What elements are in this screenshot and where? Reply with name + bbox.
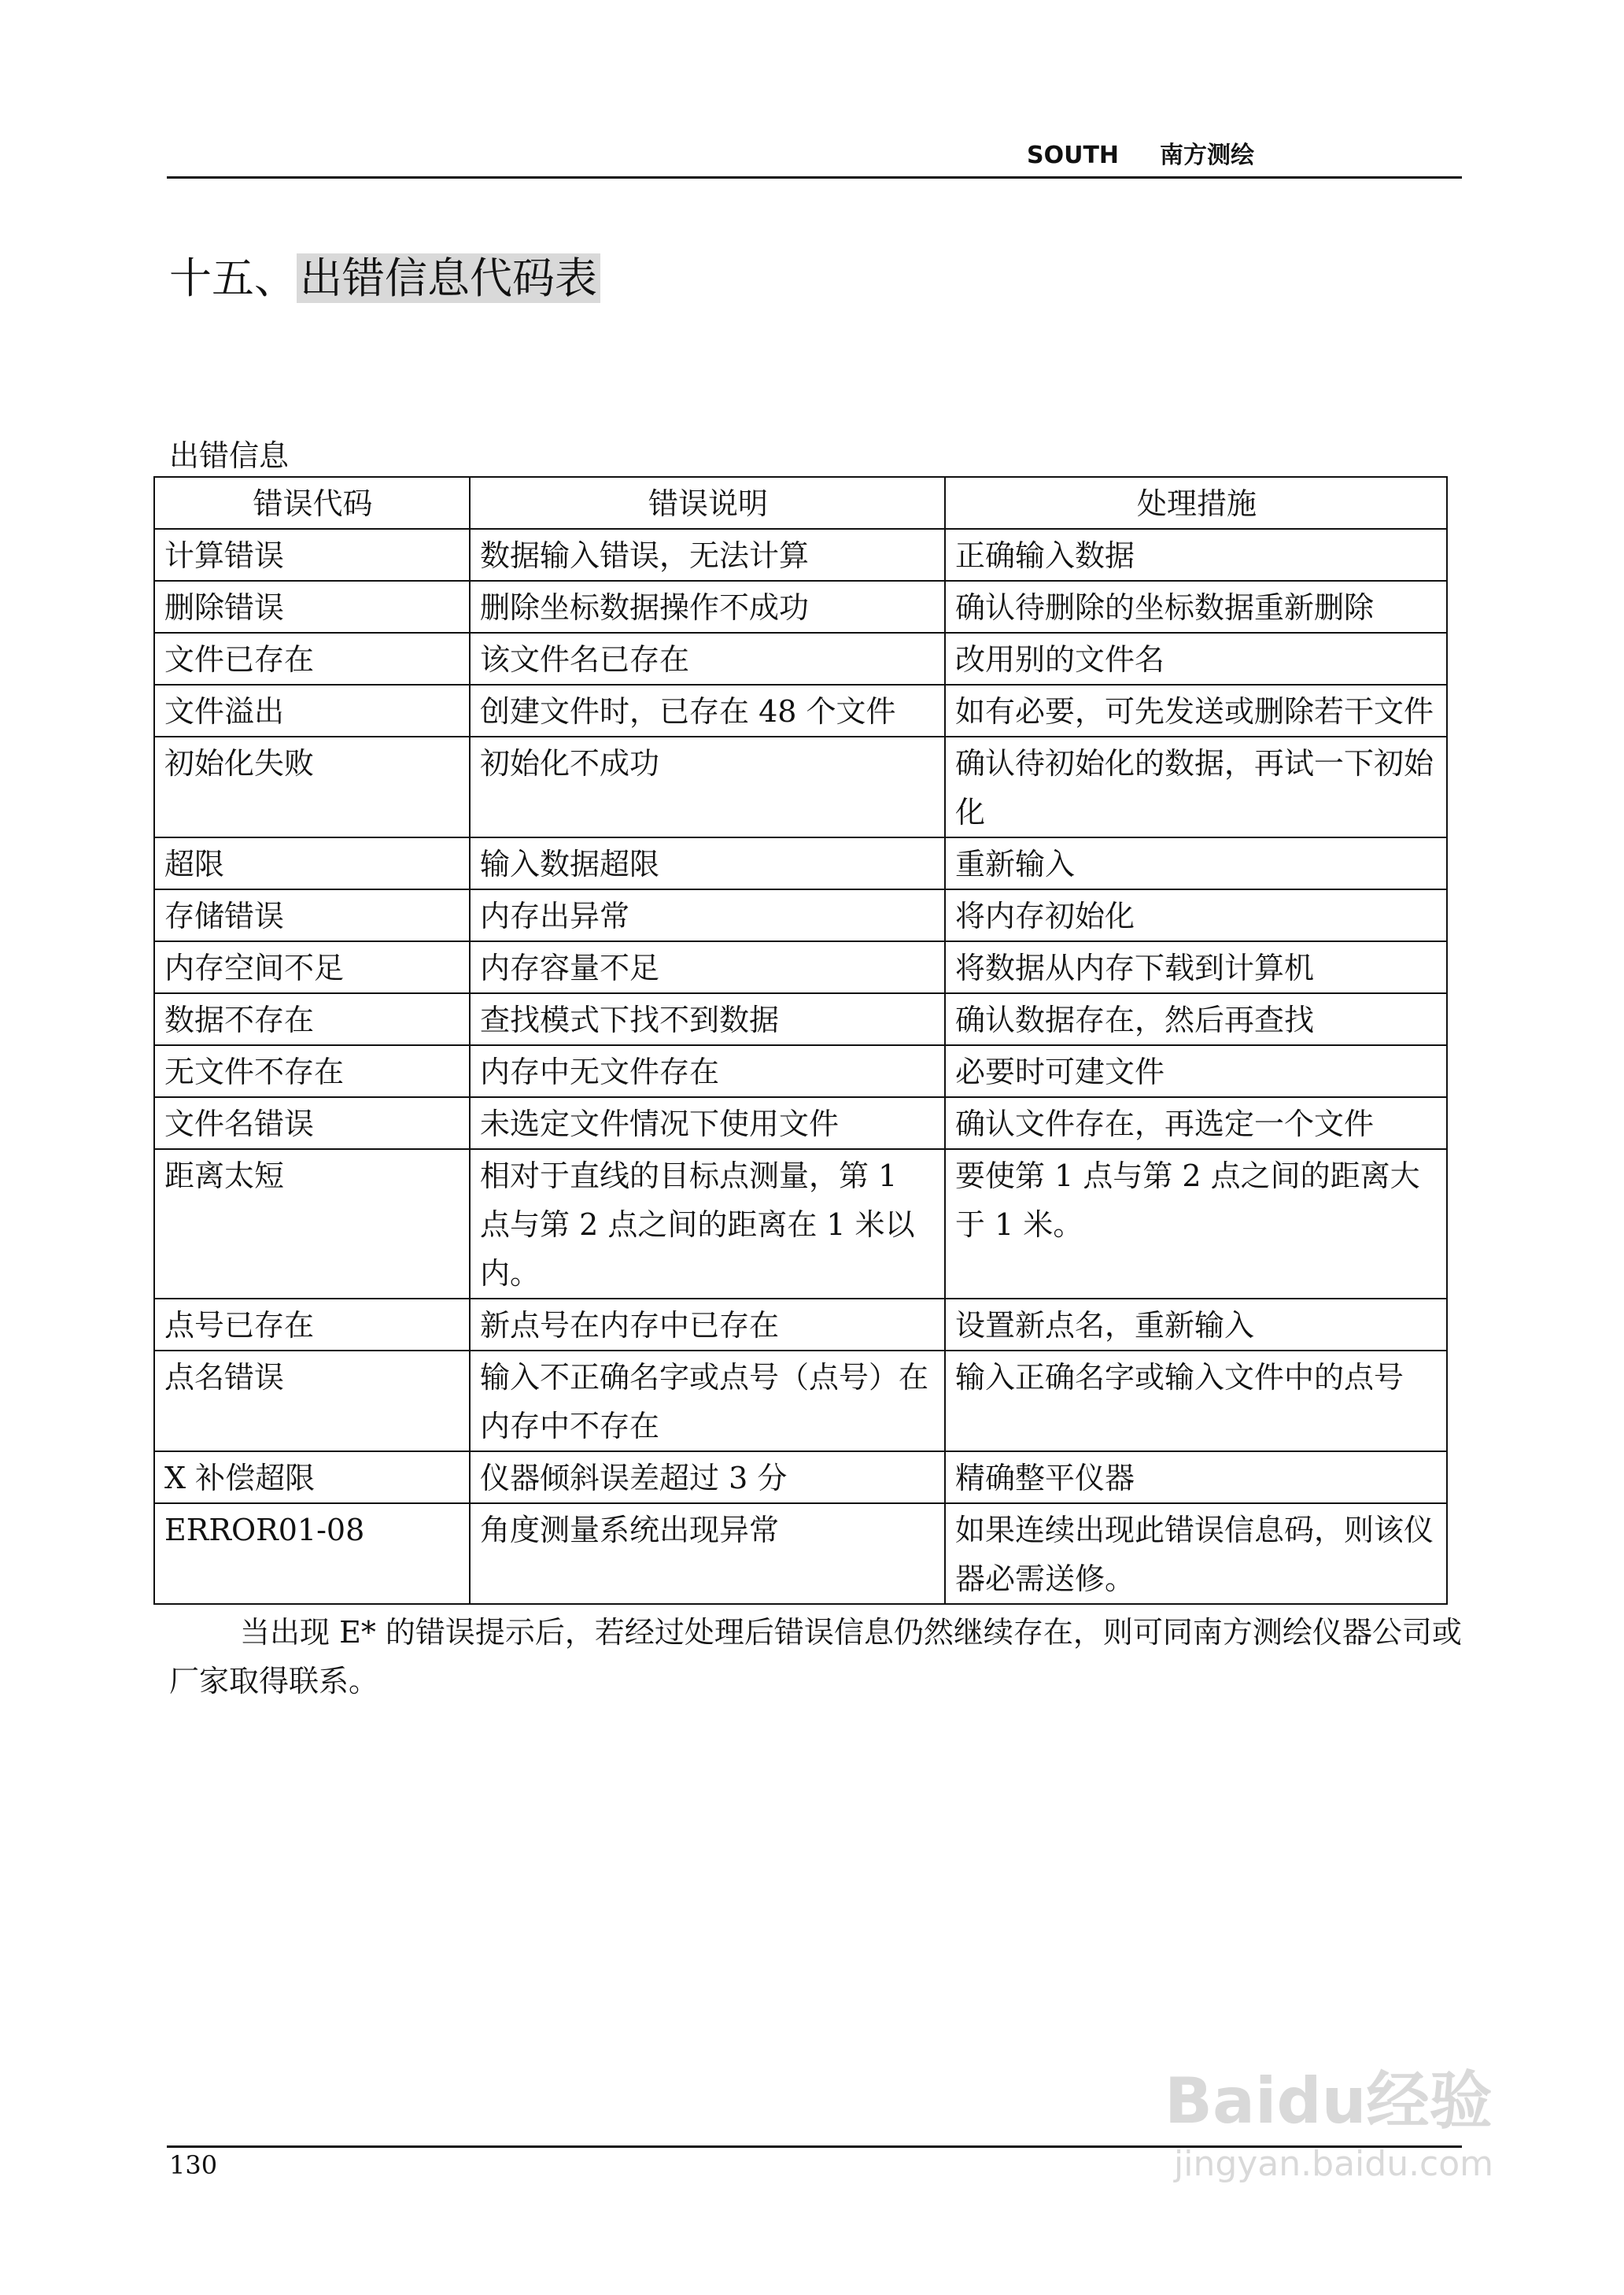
header-rule [167,176,1462,179]
table-row [154,1097,1447,1149]
cell-error-code: 文件已存在 [154,633,470,685]
cell-remedy: 确认待删除的坐标数据重新删除 [945,581,1447,633]
table-row [154,1045,1447,1097]
cell-error-desc: 删除坐标数据操作不成功 [470,581,945,633]
cell-error-code: 点名错误 [154,1351,470,1451]
title-main: 出错信息代码表 [297,253,600,303]
cell-error-code: 数据不存在 [154,993,470,1045]
note-paragraph: 当出现 E* 的错误提示后，若经过处理后错误信息仍然继续存在，则可同南方测绘仪器公司或厂家取得联系。 [169,1615,1462,1698]
cell-remedy: 如果连续出现此错误信息码，则该仪器必需送修。 [945,1503,1447,1604]
table-row [154,581,1447,633]
table-row [154,1299,1447,1351]
baidu-watermark [1164,2062,1493,2188]
cell-error-code: 点号已存在 [154,1299,470,1351]
table-header-row [154,477,1447,529]
cell-error-desc: 内存中无文件存在 [470,1045,945,1097]
cell-error-desc: 仪器倾斜误差超过 3 分 [470,1451,945,1503]
cell-remedy: 重新输入 [945,837,1447,889]
cell-error-desc: 创建文件时，已存在 48 个文件 [470,685,945,737]
cell-error-desc: 输入数据超限 [470,837,945,889]
error-code-table [153,476,1448,1605]
cell-remedy: 确认文件存在，再选定一个文件 [945,1097,1447,1149]
cell-remedy: 将内存初始化 [945,889,1447,941]
cell-error-desc: 相对于直线的目标点测量，第 1 点与第 2 点之间的距离在 1 米以内。 [470,1149,945,1299]
cell-remedy: 如有必要，可先发送或删除若干文件 [945,685,1447,737]
title-prefix: 十五、 [169,253,297,303]
cell-remedy: 确认数据存在，然后再查找 [945,993,1447,1045]
cell-error-desc: 新点号在内存中已存在 [470,1299,945,1351]
cell-error-code: 内存空间不足 [154,941,470,993]
cell-error-code: 存储错误 [154,889,470,941]
header-error-code: 错误代码 [154,477,470,529]
running-header [1027,135,1254,170]
table-row [154,1149,1447,1299]
cell-error-code: 文件溢出 [154,685,470,737]
content-flow [153,476,1467,1706]
table-row [154,941,1447,993]
cell-error-code: 删除错误 [154,581,470,633]
cell-remedy: 必要时可建文件 [945,1045,1447,1097]
cell-error-code: X 补偿超限 [154,1451,470,1503]
cell-error-code: 无文件不存在 [154,1045,470,1097]
brand-cn: 南方测绘 [1160,142,1255,169]
cell-error-code: 初始化失败 [154,737,470,837]
cell-error-desc: 内存出异常 [470,889,945,941]
cell-remedy: 设置新点名，重新输入 [945,1299,1447,1351]
cell-error-desc: 数据输入错误，无法计算 [470,529,945,581]
header-error-desc: 错误说明 [470,477,945,529]
table-row [154,633,1447,685]
table-caption: 出错信息 [169,438,290,473]
cell-error-desc: 初始化不成功 [470,737,945,837]
cell-remedy: 将数据从内存下载到计算机 [945,941,1447,993]
cell-remedy: 改用别的文件名 [945,633,1447,685]
header-remedy: 处理措施 [945,477,1447,529]
table-row [154,993,1447,1045]
cell-remedy: 精确整平仪器 [945,1451,1447,1503]
cell-error-code: 超限 [154,837,470,889]
table-row [154,1351,1447,1451]
cell-error-desc: 该文件名已存在 [470,633,945,685]
cell-error-desc: 内存容量不足 [470,941,945,993]
cell-error-code: 距离太短 [154,1149,470,1299]
table-row [154,837,1447,889]
watermark-url: jingyan.baidu.com [1174,2144,1494,2184]
cell-remedy: 要使第 1 点与第 2 点之间的距离大于 1 米。 [945,1149,1447,1299]
cell-error-desc: 查找模式下找不到数据 [470,993,945,1045]
cell-error-desc: 角度测量系统出现异常 [470,1503,945,1604]
cell-error-code: ERROR01-08 [154,1503,470,1604]
table-row [154,1451,1447,1503]
cell-error-code: 文件名错误 [154,1097,470,1149]
table-row [154,529,1447,581]
watermark-logo: Baidu经验 [1164,2064,1493,2138]
table-row [154,737,1447,837]
cell-error-desc: 输入不正确名字或点号（点号）在内存中不存在 [470,1351,945,1451]
page-number: 130 [169,2150,218,2180]
cell-remedy: 输入正确名字或输入文件中的点号 [945,1351,1447,1451]
cell-error-desc: 未选定文件情况下使用文件 [470,1097,945,1149]
table-row [154,1503,1447,1604]
cell-error-code: 计算错误 [154,529,470,581]
table-row [154,889,1447,941]
brand-en: SOUTH [1027,142,1120,169]
cell-remedy: 正确输入数据 [945,529,1447,581]
section-title [169,250,600,307]
table-row [154,685,1447,737]
cell-remedy: 确认待初始化的数据，再试一下初始化 [945,737,1447,837]
